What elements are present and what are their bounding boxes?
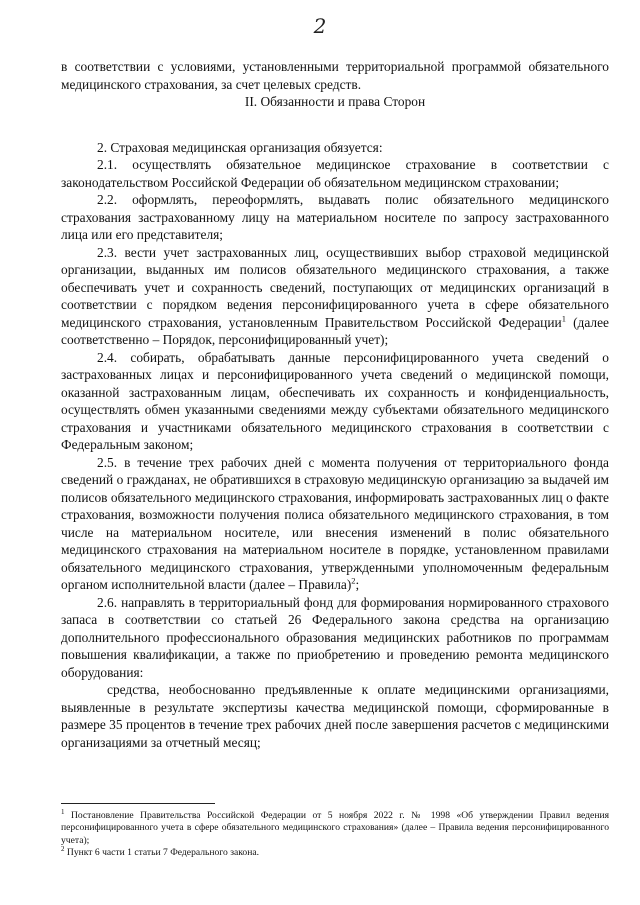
footnotes (61, 807, 609, 860)
footnote-separator (61, 803, 215, 804)
paragraph-funds: средства, необоснованно предъявленные к оплате медицинскими организациями, выявленные в результате экспертизы качества медицинской помощи, сформированные в размере 35 процентов в течение трех рабочих дней после завершения расчетов с медицинскими организациями за отчетный месяц; (61, 682, 609, 750)
page-number: 2 (313, 14, 327, 38)
paragraph-2-5 (61, 454, 609, 594)
paragraph-2-3-tail: (далее соответственно – Порядок, персонифицированный учет); (61, 314, 609, 347)
paragraph-2-5-text: 2.5. в течение трех рабочих дней с момента получения от территориального фонда сведений о гражданах, не обратившихся в страховую медицинскую организацию за выдачей им полисов обязательного медицинского страхования, информировать застрахованных лиц о факте страхования, возможности получения полиса обязательного медицинского страхования, в том числе на материальном носителе, или внесения изменений в полис обязательного медицинского страхования на материальном носителе в порядке, установленном правилами обязательного медицинского страхования, утвержденными уполномоченным федеральным органом исполнительной власти (далее – Правила) (61, 454, 609, 592)
section-title: II. Обязанности и права Сторон (244, 94, 426, 109)
footnote-2-text: Пункт 6 части 1 статьи 7 Федерального закона. (64, 847, 259, 859)
paragraph-2-1: 2.1. осуществлять обязательное медицинское страхование в соответствии с законодательством Российской Федерации об обязательном медицинском страховании; (61, 157, 609, 190)
paragraph-2-5-tail: ; (355, 577, 360, 592)
footnote-2-mark: 2 (61, 845, 65, 854)
footnote-1 (61, 807, 609, 847)
paragraph-2-3 (61, 244, 609, 349)
footnote-ref-1[interactable]: 1 (561, 313, 566, 324)
footnote-1-text: Постановление Правительства Российской Федерации от 5 ноября 2022 г. № 1998 «Об утверждении Правил ведения персонифицированного учета в сфере обязательного медицинского страхования» (далее – Правила ведения персонифицированного учета); (61, 810, 609, 846)
paragraph-2-3-text: 2.3. вести учет застрахованных лиц, осуществивших выбор страховой медицинской организации, выданных им полисов обязательного медицинского страхования, а также обеспечивать учет и сохранность сведений, поступающих от медицинских организаций в соответствии с порядком ведения персонифицированного учета в сфере обязательного медицинского страхования, установленным Правительством Российской Федерации (61, 244, 609, 330)
footnote-1-mark: 1 (61, 807, 65, 816)
footnote-2 (61, 847, 609, 859)
spacer (61, 111, 609, 139)
document-body (61, 58, 609, 751)
paragraph-2-4: 2.4. собирать, обрабатывать данные персонифицированного учета сведений о застрахованных лицах и персонифицированного учета сведений о медицинской помощи, оказанной застрахованным лицам, обеспечивать их сохранность и конфиденциальность, осуществлять обмен указанными сведениями между субъектами обязательного медицинского страхования и участниками обязательного медицинского страхования в соответствии с Федеральным законом; (61, 349, 609, 452)
paragraph-continuation: в соответствии с условиями, установленными территориальной программой обязательного медицинского страхования, за счет целевых средств. (61, 59, 609, 92)
paragraph-2: 2. Страховая медицинская организация обязуется: (97, 139, 383, 155)
footnote-ref-2[interactable]: 2 (351, 575, 356, 586)
paragraph-2-6: 2.6. направлять в территориальный фонд для формирования нормированного страхового запаса в соответствии со статьей 26 Федерального закона средства на организацию дополнительного профессионального образования медицинских работников по программам повышения квалификации, а также по приобретению и проведению ремонта медицинского оборудования: (61, 594, 609, 680)
paragraph-2-2: 2.2. оформлять, переоформлять, выдавать полис обязательного медицинского страхования застрахованному лицу на материальном носителе по запросу застрахованного лица или его представителя; (61, 192, 609, 242)
